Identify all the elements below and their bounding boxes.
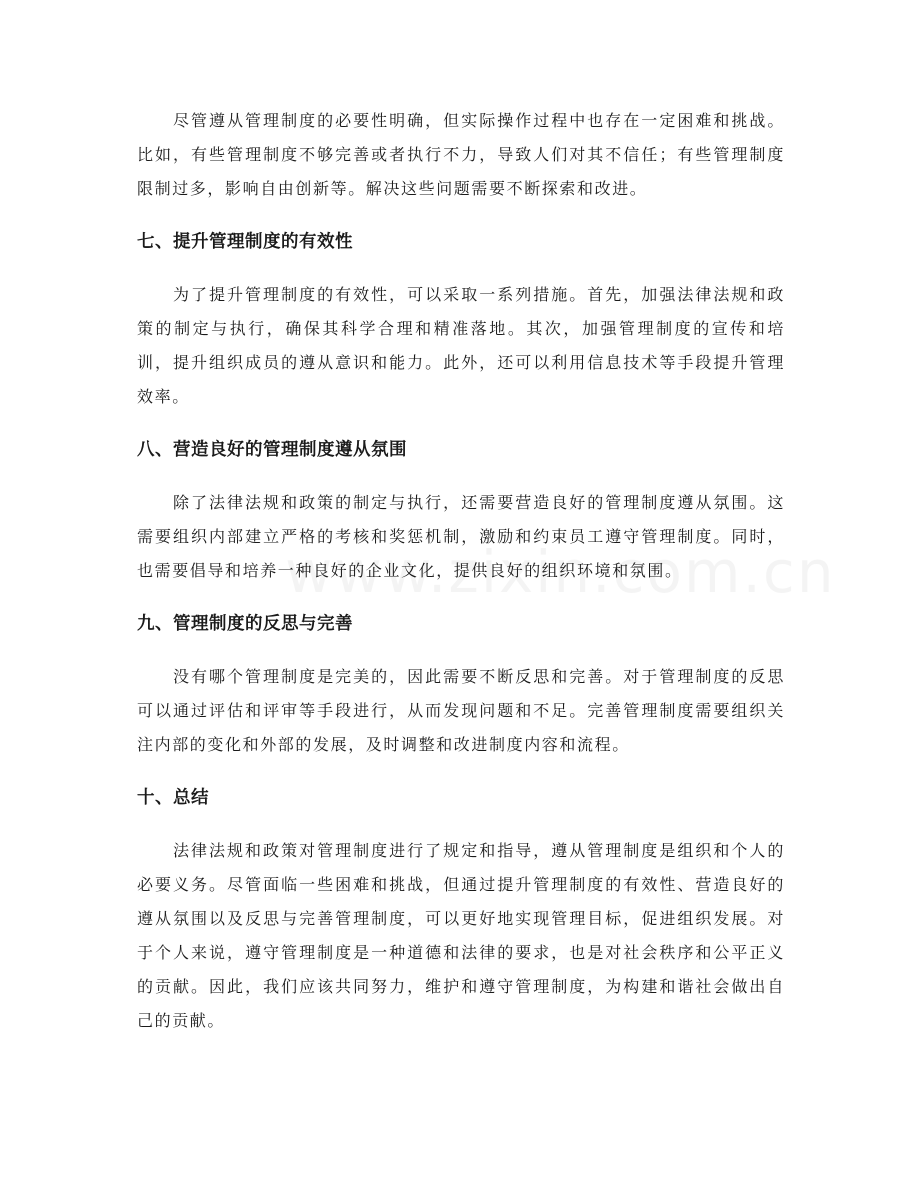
section-body-10: 法律法规和政策对管理制度进行了规定和指导，遵从管理制度是组织和个人的必要义务。尽管面临一些困难和挑战，但通过提升管理制度的有效性、营造良好的遵从氛围以及反思与完善管理制度，可以更好地实现管理目标，促进组织发展。对于个人来说，遵守管理制度是一种道德和法律的要求，也是对社会秩序和公平正义的贡献。因此，我们应该共同努力，维护和遵守管理制度，为构建和谐社会做出自己的贡献。 — [137, 841, 785, 1030]
section-heading-8: 八、营造良好的管理制度遵从氛围 — [137, 440, 407, 460]
section-heading-7: 七、提升管理制度的有效性 — [137, 232, 353, 252]
intro-paragraph: 尽管遵从管理制度的必要性明确，但实际操作过程中也存在一定困难和挑战。比如，有些管理制度不够完善或者执行不力，导致人们对其不信任；有些管理制度限制过多，影响自由创新等。解决这些问题需要不断探索和改进。 — [137, 111, 785, 198]
section-body-7: 为了提升管理制度的有效性，可以采取一系列措施。首先，加强法律法规和政策的制定与执行，确保其科学合理和精准落地。其次，加强管理制度的宣传和培训，提升组织成员的遵从意识和能力。此外，还可以利用信息技术等手段提升管理效率。 — [137, 285, 785, 406]
section-body-8: 除了法律法规和政策的制定与执行，还需要营造良好的管理制度遵从氛围。这需要组织内部建立严格的考核和奖惩机制，激励和约束员工遵守管理制度。同时，也需要倡导和培养一种良好的企业文化，提供良好的组织环境和氛围。 — [137, 493, 785, 580]
section-body-9: 没有哪个管理制度是完美的，因此需要不断反思和完善。对于管理制度的反思可以通过评估和评审等手段进行，从而发现问题和不足。完善管理制度需要组织关注内部的变化和外部的发展，及时调整和改进制度内容和流程。 — [137, 667, 785, 754]
document-body — [137, 104, 785, 1038]
section-heading-9: 九、管理制度的反思与完善 — [137, 614, 353, 634]
section-heading-10: 十、总结 — [137, 788, 209, 808]
